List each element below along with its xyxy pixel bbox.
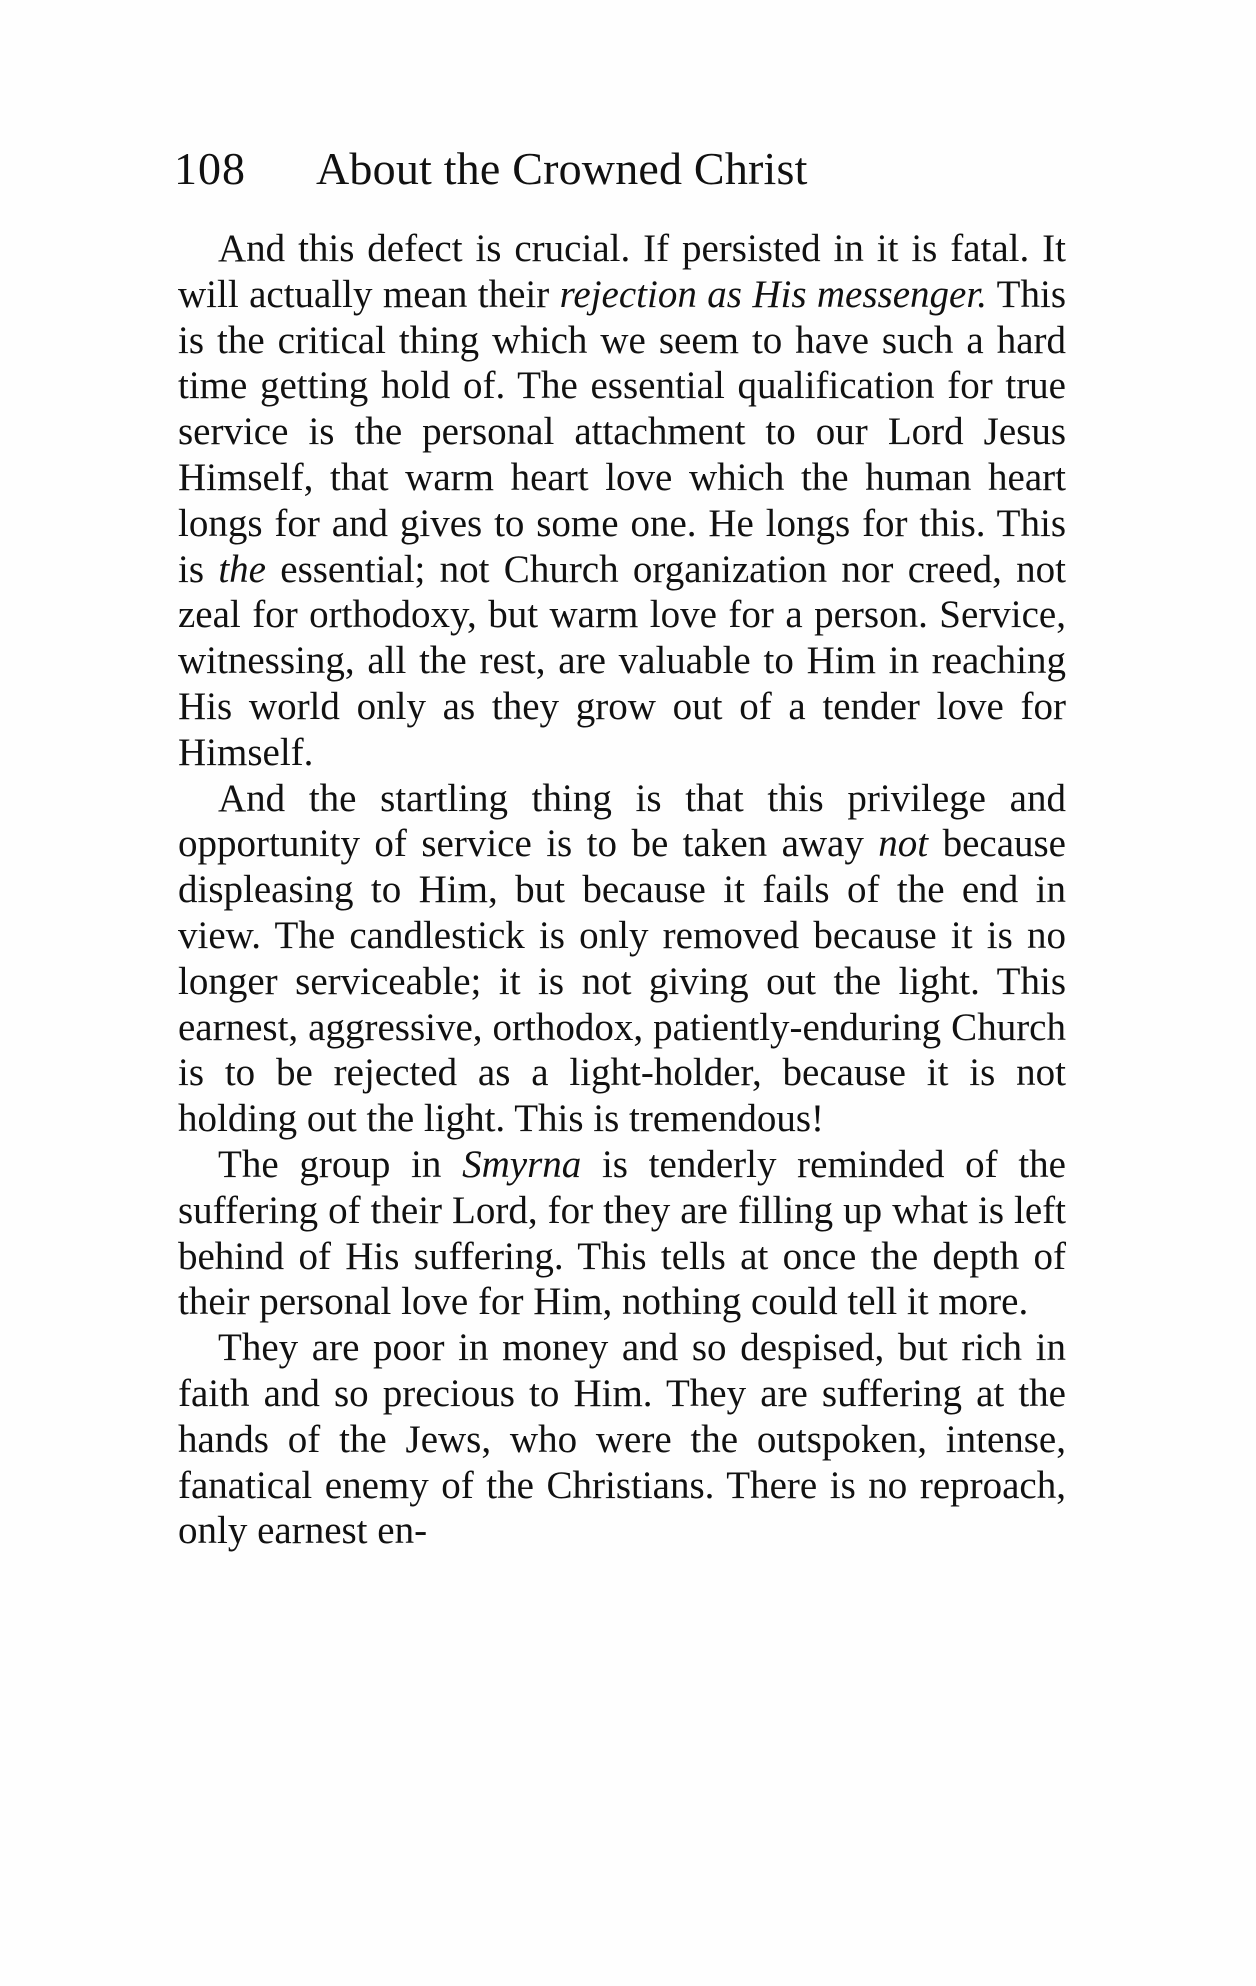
italic-run: rejection as His messenger. <box>559 272 987 316</box>
italic-run: not <box>878 822 929 866</box>
text-run: This is the critical thing which we seem to have such a hard time getting hold of. The essential qualification for true service is the personal attachment to our Lord Jesus Himself, that warm heart love which the human heart longs for and gives to some one. He longs for this. This is <box>178 272 1066 591</box>
paragraph <box>178 1142 1066 1325</box>
page-number: 108 <box>174 143 246 194</box>
paragraph <box>178 776 1066 1142</box>
body-text <box>178 226 1066 1554</box>
paragraph <box>178 226 1066 776</box>
text-run: because displeasing to Him, but because it fails of the end in view. The candlestick is only removed because it is no longer serviceable; it is not giving out the light. This earnest, aggressive, orthodox, patiently-enduring Church is to be rejected as a light-holder, because it is not holding out the light. This is tremendous! <box>178 822 1066 1141</box>
text-run: The group in <box>218 1142 463 1186</box>
running-head <box>174 142 894 195</box>
running-title: About the Crowned Christ <box>316 143 808 194</box>
text-run: is tenderly reminded of the suffering of their Lord, for they are filling up what is left behind of His suffering. This tells at once the depth of their personal love for Him, nothing could tell it more. <box>178 1142 1066 1324</box>
italic-run: the <box>218 547 266 591</box>
text-run: And this defect is crucial. If persisted in it is fatal. It will actually mean their <box>178 227 1066 316</box>
text-run: And the startling thing is that this privilege and opportunity of service is to be taken away <box>178 776 1066 866</box>
paragraph <box>178 1325 1066 1554</box>
text-run: They are poor in money and so despised, but rich in faith and so precious to Him. They are suffering at the hands of the Jews, who were the outspoken, intense, fanatical enemy of the Christians. There is no reproach, only earnest en- <box>178 1326 1066 1553</box>
text-run: essential; not Church organization nor creed, not zeal for orthodoxy, but warm love for a person. Service, witnessing, all the rest, are valuable to Him in reaching His world only as they grow out of a tender love for Himself. <box>178 547 1067 774</box>
italic-run: Smyrna <box>462 1142 582 1186</box>
